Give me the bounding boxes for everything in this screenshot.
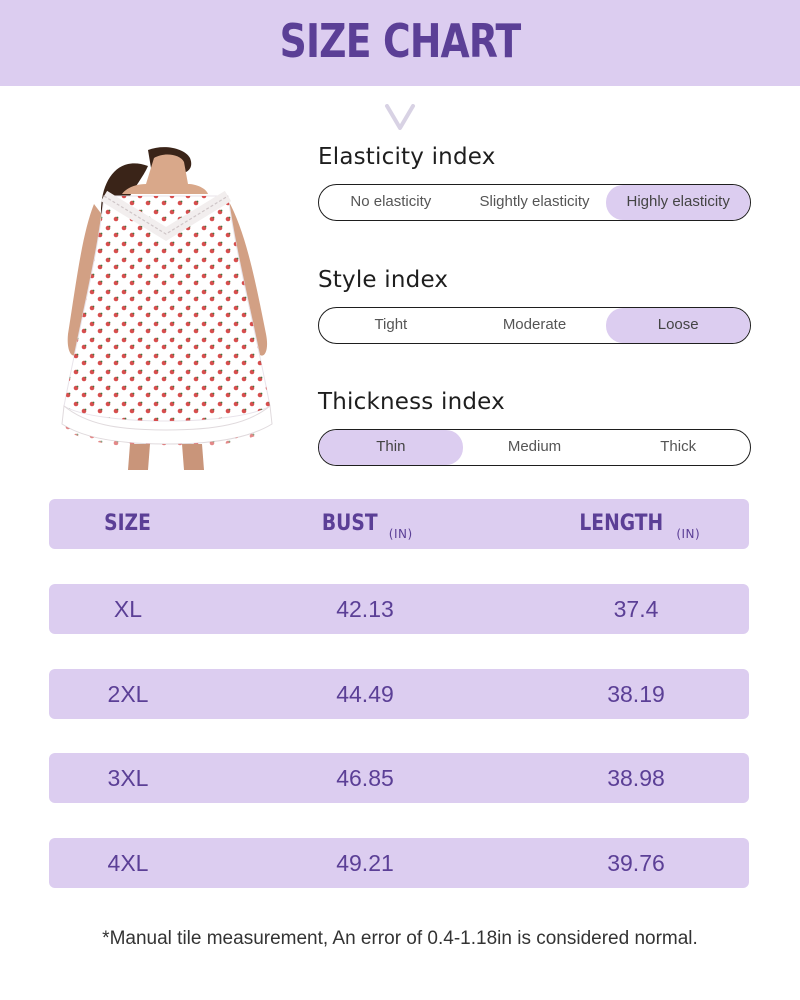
length-cell: 39.76 <box>607 850 665 876</box>
size-cell: 4XL <box>107 850 149 876</box>
length-cell: 37.4 <box>613 596 659 622</box>
option-slightly-elasticity: Slightly elasticity <box>479 193 590 210</box>
measurement-footnote: *Manual tile measurement, An error of 0.4-1.18in is considered normal. <box>102 928 698 949</box>
table-row <box>49 669 749 719</box>
option-thick: Thick <box>660 438 697 455</box>
style-scale <box>318 307 751 344</box>
table-row <box>49 838 749 888</box>
bust-cell: 49.21 <box>336 850 394 876</box>
option-tight: Tight <box>374 316 408 333</box>
thickness-index-label: Thickness index <box>318 389 505 415</box>
product-photo <box>56 144 278 470</box>
elasticity-scale <box>318 184 751 221</box>
chevron-down-icon <box>384 104 416 130</box>
column-header-size: SIZE <box>104 511 152 536</box>
option-moderate: Moderate <box>502 316 567 333</box>
style-index-label: Style index <box>318 267 449 293</box>
title-banner <box>0 0 800 86</box>
bust-cell: 42.13 <box>336 596 394 622</box>
page-title: SIZE CHART <box>279 14 521 68</box>
size-cell: XL <box>113 596 143 622</box>
size-table-header <box>49 499 749 549</box>
option-no-elasticity: No elasticity <box>350 193 432 210</box>
thickness-index <box>318 387 752 466</box>
option-highly-elasticity-selected: Highly elasticity <box>606 185 750 220</box>
column-header-length: LENGTH $_{(IN)}$ <box>579 511 701 541</box>
length-cell: 38.98 <box>607 765 665 791</box>
elasticity-index <box>318 142 752 221</box>
length-cell: 38.19 <box>607 681 665 707</box>
table-row <box>49 584 749 634</box>
bust-cell: 44.49 <box>336 681 394 707</box>
elasticity-index-label: Elasticity index <box>318 144 496 170</box>
option-thin-selected: Thin <box>319 430 463 465</box>
option-loose-selected: Loose <box>606 308 750 343</box>
size-cell: 3XL <box>107 765 149 791</box>
column-header-bust: BUST $_{(IN)}$ <box>322 511 413 541</box>
bust-cell: 46.85 <box>336 765 394 791</box>
size-cell: 2XL <box>107 681 149 707</box>
style-index <box>318 265 752 344</box>
option-medium: Medium <box>507 438 562 455</box>
table-row <box>49 753 749 803</box>
thickness-scale <box>318 429 751 466</box>
